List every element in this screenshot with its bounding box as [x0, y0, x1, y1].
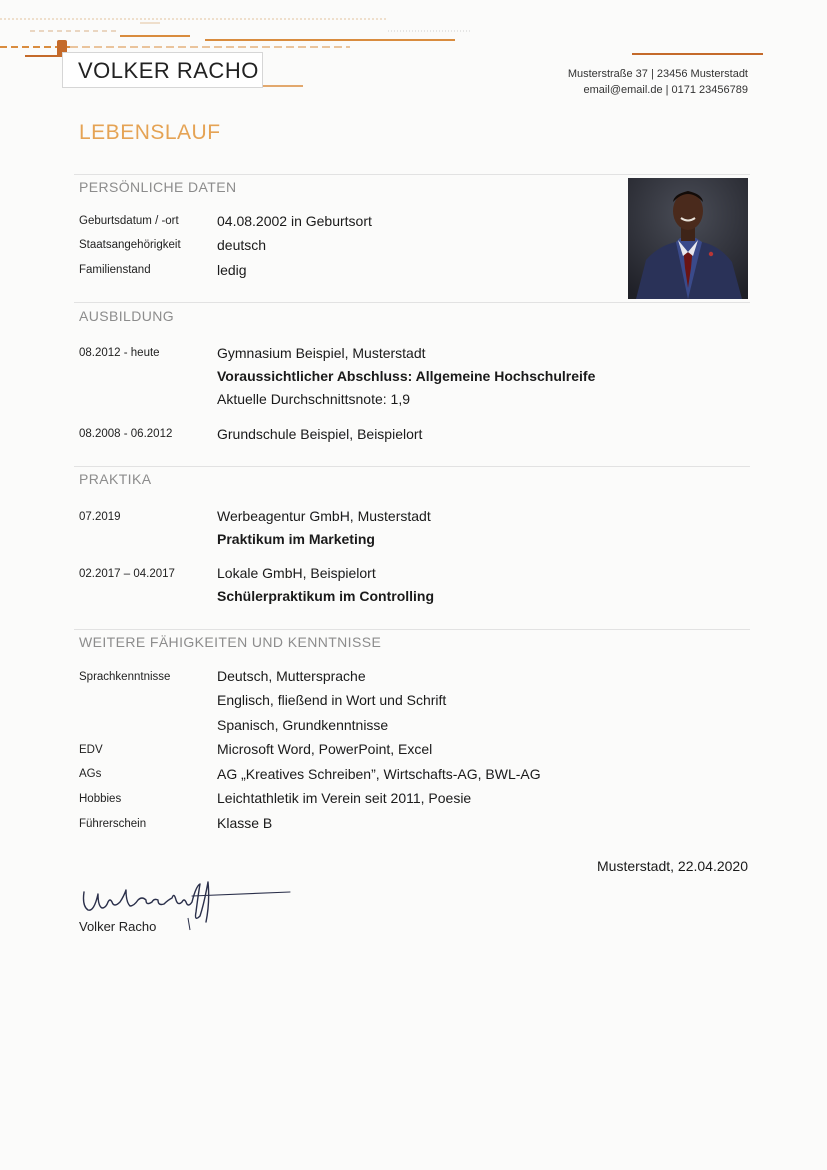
signature-name: Volker Racho: [79, 919, 157, 934]
value-hobbies: Leichtathletik im Verein seit 2011, Poesie: [217, 790, 472, 806]
section-title-skills: WEITERE FÄHIGKEITEN UND KENNTNISSE: [79, 634, 382, 650]
education-grade: Aktuelle Durchschnittsnote: 1,9: [217, 391, 410, 407]
language-item: Deutsch, Muttersprache: [217, 668, 366, 684]
value-drivers-license: Klasse B: [217, 815, 273, 831]
label-nationality: Staatsangehörigkeit: [79, 239, 181, 251]
section-divider: [74, 302, 750, 303]
section-title-education: AUSBILDUNG: [79, 308, 175, 324]
label-it-skills: EDV: [79, 744, 103, 756]
section-divider: [74, 466, 750, 467]
education-date: 08.2008 - 06.2012: [79, 428, 173, 440]
education-date: 08.2012 - heute: [79, 347, 160, 359]
internship-company: Lokale GmbH, Beispielort: [217, 565, 376, 581]
value-marital-status: ledig: [217, 262, 247, 278]
label-hobbies: Hobbies: [79, 793, 122, 805]
value-it-skills: Microsoft Word, PowerPoint, Excel: [217, 741, 433, 757]
profile-photo: [628, 178, 748, 299]
language-item: Spanisch, Grundkenntnisse: [217, 717, 389, 733]
value-clubs: AG „Kreatives Schreiben”, Wirtschafts-AG, BWL-AG: [217, 766, 541, 782]
internship-company: Werbeagentur GmbH, Musterstadt: [217, 508, 431, 524]
internship-role: Praktikum im Marketing: [217, 531, 375, 547]
email-phone-line: email@email.de | 0171 23456789: [583, 84, 748, 96]
section-title-personal: PERSÖNLICHE DATEN: [79, 179, 237, 195]
document-title: LEBENSLAUF: [79, 121, 221, 144]
label-birth: Geburtsdatum / -ort: [79, 215, 179, 227]
contact-block: [568, 66, 748, 98]
internship-date: 07.2019: [79, 511, 121, 523]
language-item: Englisch, fließend in Wort und Schrift: [217, 692, 447, 708]
label-drivers-license: Führerschein: [79, 818, 147, 830]
education-school: Gymnasium Beispiel, Musterstadt: [217, 345, 426, 361]
internship-role: Schülerpraktikum im Controlling: [217, 588, 435, 604]
section-divider: [74, 174, 750, 175]
education-school: Grundschule Beispiel, Beispielort: [217, 426, 423, 442]
internship-date: 02.2017 – 04.2017: [79, 568, 175, 580]
section-divider: [74, 629, 750, 630]
value-nationality: deutsch: [217, 237, 267, 253]
applicant-name: VOLKER RACHO: [62, 52, 263, 88]
label-languages: Sprachkenntnisse: [79, 671, 171, 683]
section-title-internships: PRAKTIKA: [79, 471, 152, 487]
label-clubs: AGs: [79, 768, 102, 780]
label-marital-status: Familienstand: [79, 264, 151, 276]
address-line: Musterstraße 37 | 23456 Musterstadt: [567, 68, 748, 80]
value-birth: 04.08.2002 in Geburtsort: [217, 213, 372, 229]
education-degree: Voraussichtlicher Abschluss: Allgemeine Hochschulreife: [217, 368, 596, 384]
place-and-date: Musterstadt, 22.04.2020: [597, 858, 748, 874]
